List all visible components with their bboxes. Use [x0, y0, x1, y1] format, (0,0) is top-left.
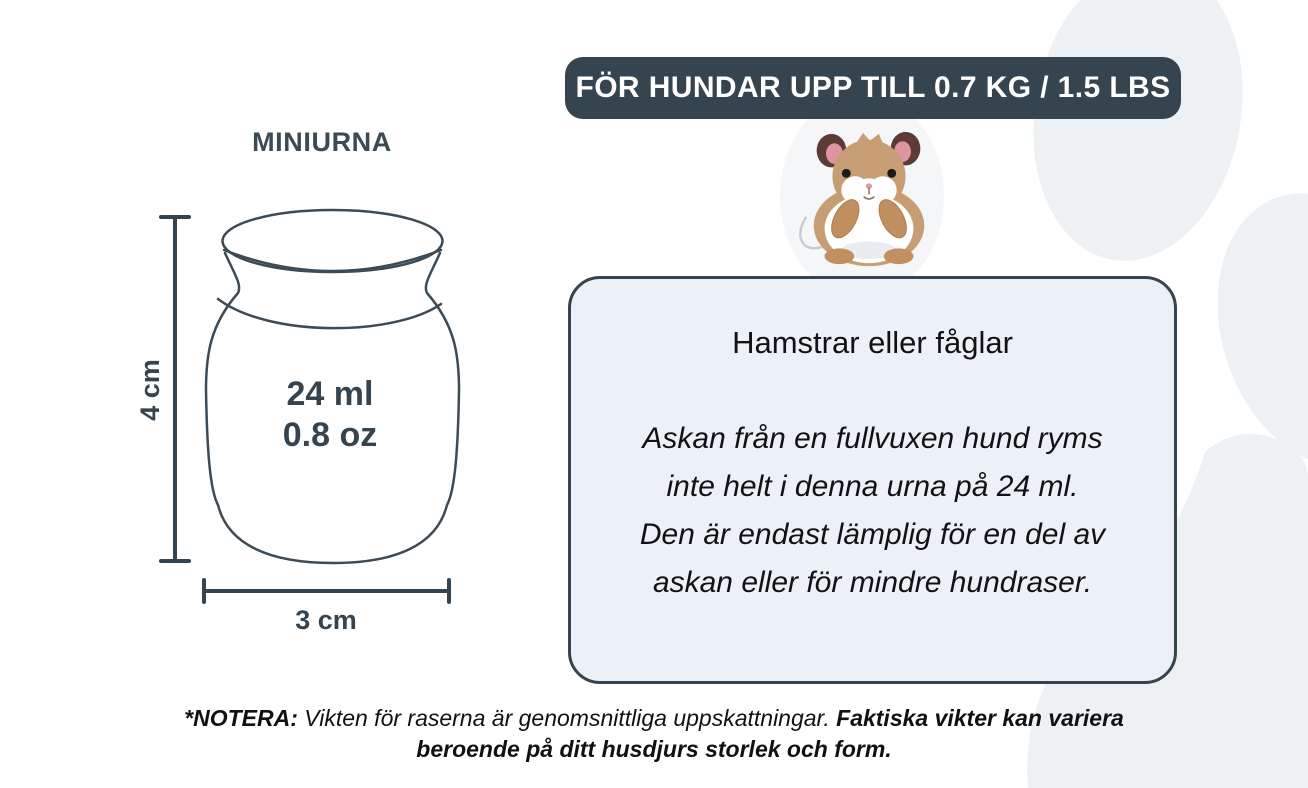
footnote: [0, 703, 1308, 765]
footnote-regular: Vikten för raserna är genomsnittliga uppskattningar.: [297, 705, 837, 731]
info-line: inte helt i denna urna på 24 ml.: [666, 470, 1079, 503]
info-box-title: Hamstrar eller fåglar: [732, 325, 1013, 360]
urn-title: MINIURNA: [252, 127, 392, 157]
urn-volume: [185, 374, 475, 456]
urn-shoulder-line: [218, 299, 441, 328]
footnote-line-2: [0, 734, 1308, 765]
footnote-line-1: [0, 703, 1308, 734]
urn-volume-oz: 0.8 oz: [282, 416, 378, 454]
info-box: [568, 276, 1177, 684]
weight-limit-badge-label: FÖR HUNDAR UPP TILL 0.7 KG / 1.5 LBS: [575, 71, 1171, 104]
urn-lid: [223, 210, 443, 272]
info-line: askan eller för mindre hundraser.: [652, 566, 1093, 599]
info-line: Den är endast lämplig för en del av: [639, 518, 1106, 551]
footnote-bold: beroende på ditt husdjurs storlek och form.: [416, 736, 892, 762]
urn-volume-ml: 24 ml: [286, 375, 374, 413]
footnote-bold: Faktiska vikter kan variera: [836, 705, 1124, 731]
info-box-body: [571, 415, 1174, 607]
footnote-prefix: *NOTERA:: [184, 705, 298, 731]
width-label: 3 cm: [295, 605, 357, 635]
info-line: Askan från en fullvuxen hund ryms: [642, 422, 1103, 455]
urn-lid-lip: [224, 250, 441, 271]
height-label: 4 cm: [135, 359, 165, 421]
